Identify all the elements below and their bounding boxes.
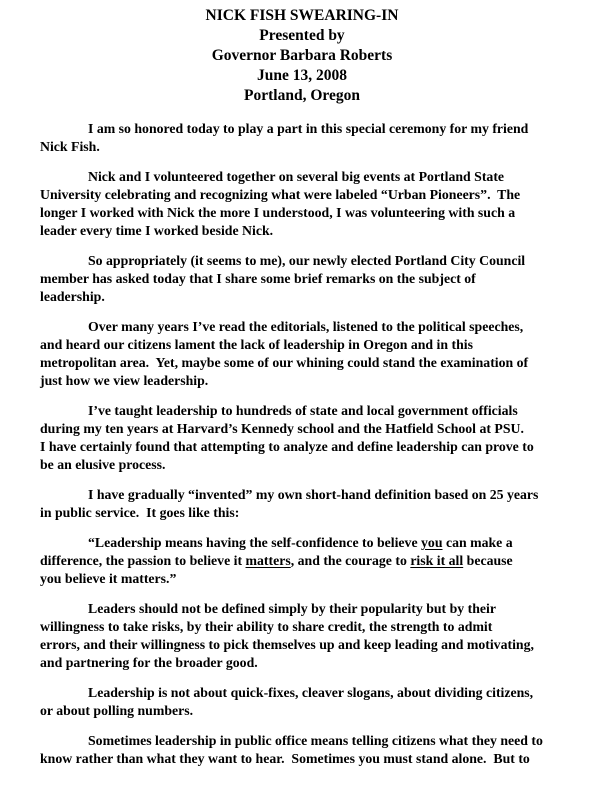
text-line: during my ten years at Harvard’s Kennedy school and the Hatfield School at PSU.	[40, 421, 524, 436]
underlined-text: matters	[245, 553, 291, 568]
paragraph	[40, 534, 564, 588]
text-line: I have gradually “invented” my own short-hand definition based on 25 years	[88, 487, 539, 502]
document-title: NICK FISH SWEARING-IN	[205, 7, 399, 24]
underlined-text: risk it all	[410, 553, 464, 568]
paragraph	[40, 600, 564, 672]
text-line: I’ve taught leadership to hundreds of state and local government officials	[88, 403, 518, 418]
text-line: University celebrating and recognizing what were labeled “Urban Pioneers”. The	[40, 187, 521, 202]
underlined-text: you	[421, 535, 443, 550]
header-location: Portland, Oregon	[244, 87, 360, 104]
text-line: be an elusive process.	[40, 457, 166, 472]
text-line: So appropriately (it seems to me), our newly elected Portland City Council	[88, 253, 526, 268]
text-line: I am so honored today to play a part in this special ceremony for my friend	[88, 121, 529, 136]
text-line: Sometimes leadership in public office means telling citizens what they need to	[88, 733, 543, 748]
text-line: errors, and their willingness to pick themselves up and keep leading and motivating,	[40, 637, 534, 652]
text-line: “Leadership means having the self-confidence to believe you can make a	[88, 535, 513, 550]
header-author: Governor Barbara Roberts	[211, 47, 393, 64]
document-body	[40, 120, 564, 768]
text-line: I have certainly found that attempting to analyze and define leadership can prove to	[40, 439, 534, 454]
paragraph	[40, 402, 564, 474]
text-line: Leadership is not about quick-fixes, cleaver slogans, about dividing citizens,	[88, 685, 534, 700]
text-line: longer I worked with Nick the more I understood, I was volunteering with such a	[40, 205, 516, 220]
text-line: you believe it matters.”	[40, 571, 177, 586]
text-line: Leaders should not be defined simply by their popularity but by their	[88, 601, 496, 616]
paragraph	[40, 486, 564, 522]
paragraph	[40, 168, 564, 240]
text-line: difference, the passion to believe it matters, and the courage to risk it all because	[40, 553, 513, 568]
paragraph	[40, 252, 564, 306]
text-line: Nick Fish.	[40, 139, 100, 154]
text-line: just how we view leadership.	[40, 373, 209, 388]
header-presented-by: Presented by	[259, 27, 345, 44]
text-line: leader every time I worked beside Nick.	[40, 223, 274, 238]
text-line: leadership.	[40, 289, 105, 304]
text-line: and heard our citizens lament the lack of leadership in Oregon and in this	[40, 337, 473, 352]
text-line: or about polling numbers.	[40, 703, 194, 718]
document-header	[40, 6, 564, 106]
text-line: metropolitan area. Yet, maybe some of our whining could stand the examination of	[40, 355, 529, 370]
paragraph	[40, 318, 564, 390]
text-line: know rather than what they want to hear. Sometimes you must stand alone. But to	[40, 751, 530, 766]
text-line: in public service. It goes like this:	[40, 505, 240, 520]
text-line: Nick and I volunteered together on several big events at Portland State	[88, 169, 505, 184]
paragraph	[40, 684, 564, 720]
header-date: June 13, 2008	[257, 67, 347, 84]
text-line: willingness to take risks, by their ability to share credit, the strength to admit	[40, 619, 493, 634]
paragraph	[40, 732, 564, 768]
text-line: member has asked today that I share some brief remarks on the subject of	[40, 271, 476, 286]
text-line: Over many years I’ve read the editorials, listened to the political speeches,	[88, 319, 524, 334]
paragraph	[40, 120, 564, 156]
text-line: and partnering for the broader good.	[40, 655, 258, 670]
